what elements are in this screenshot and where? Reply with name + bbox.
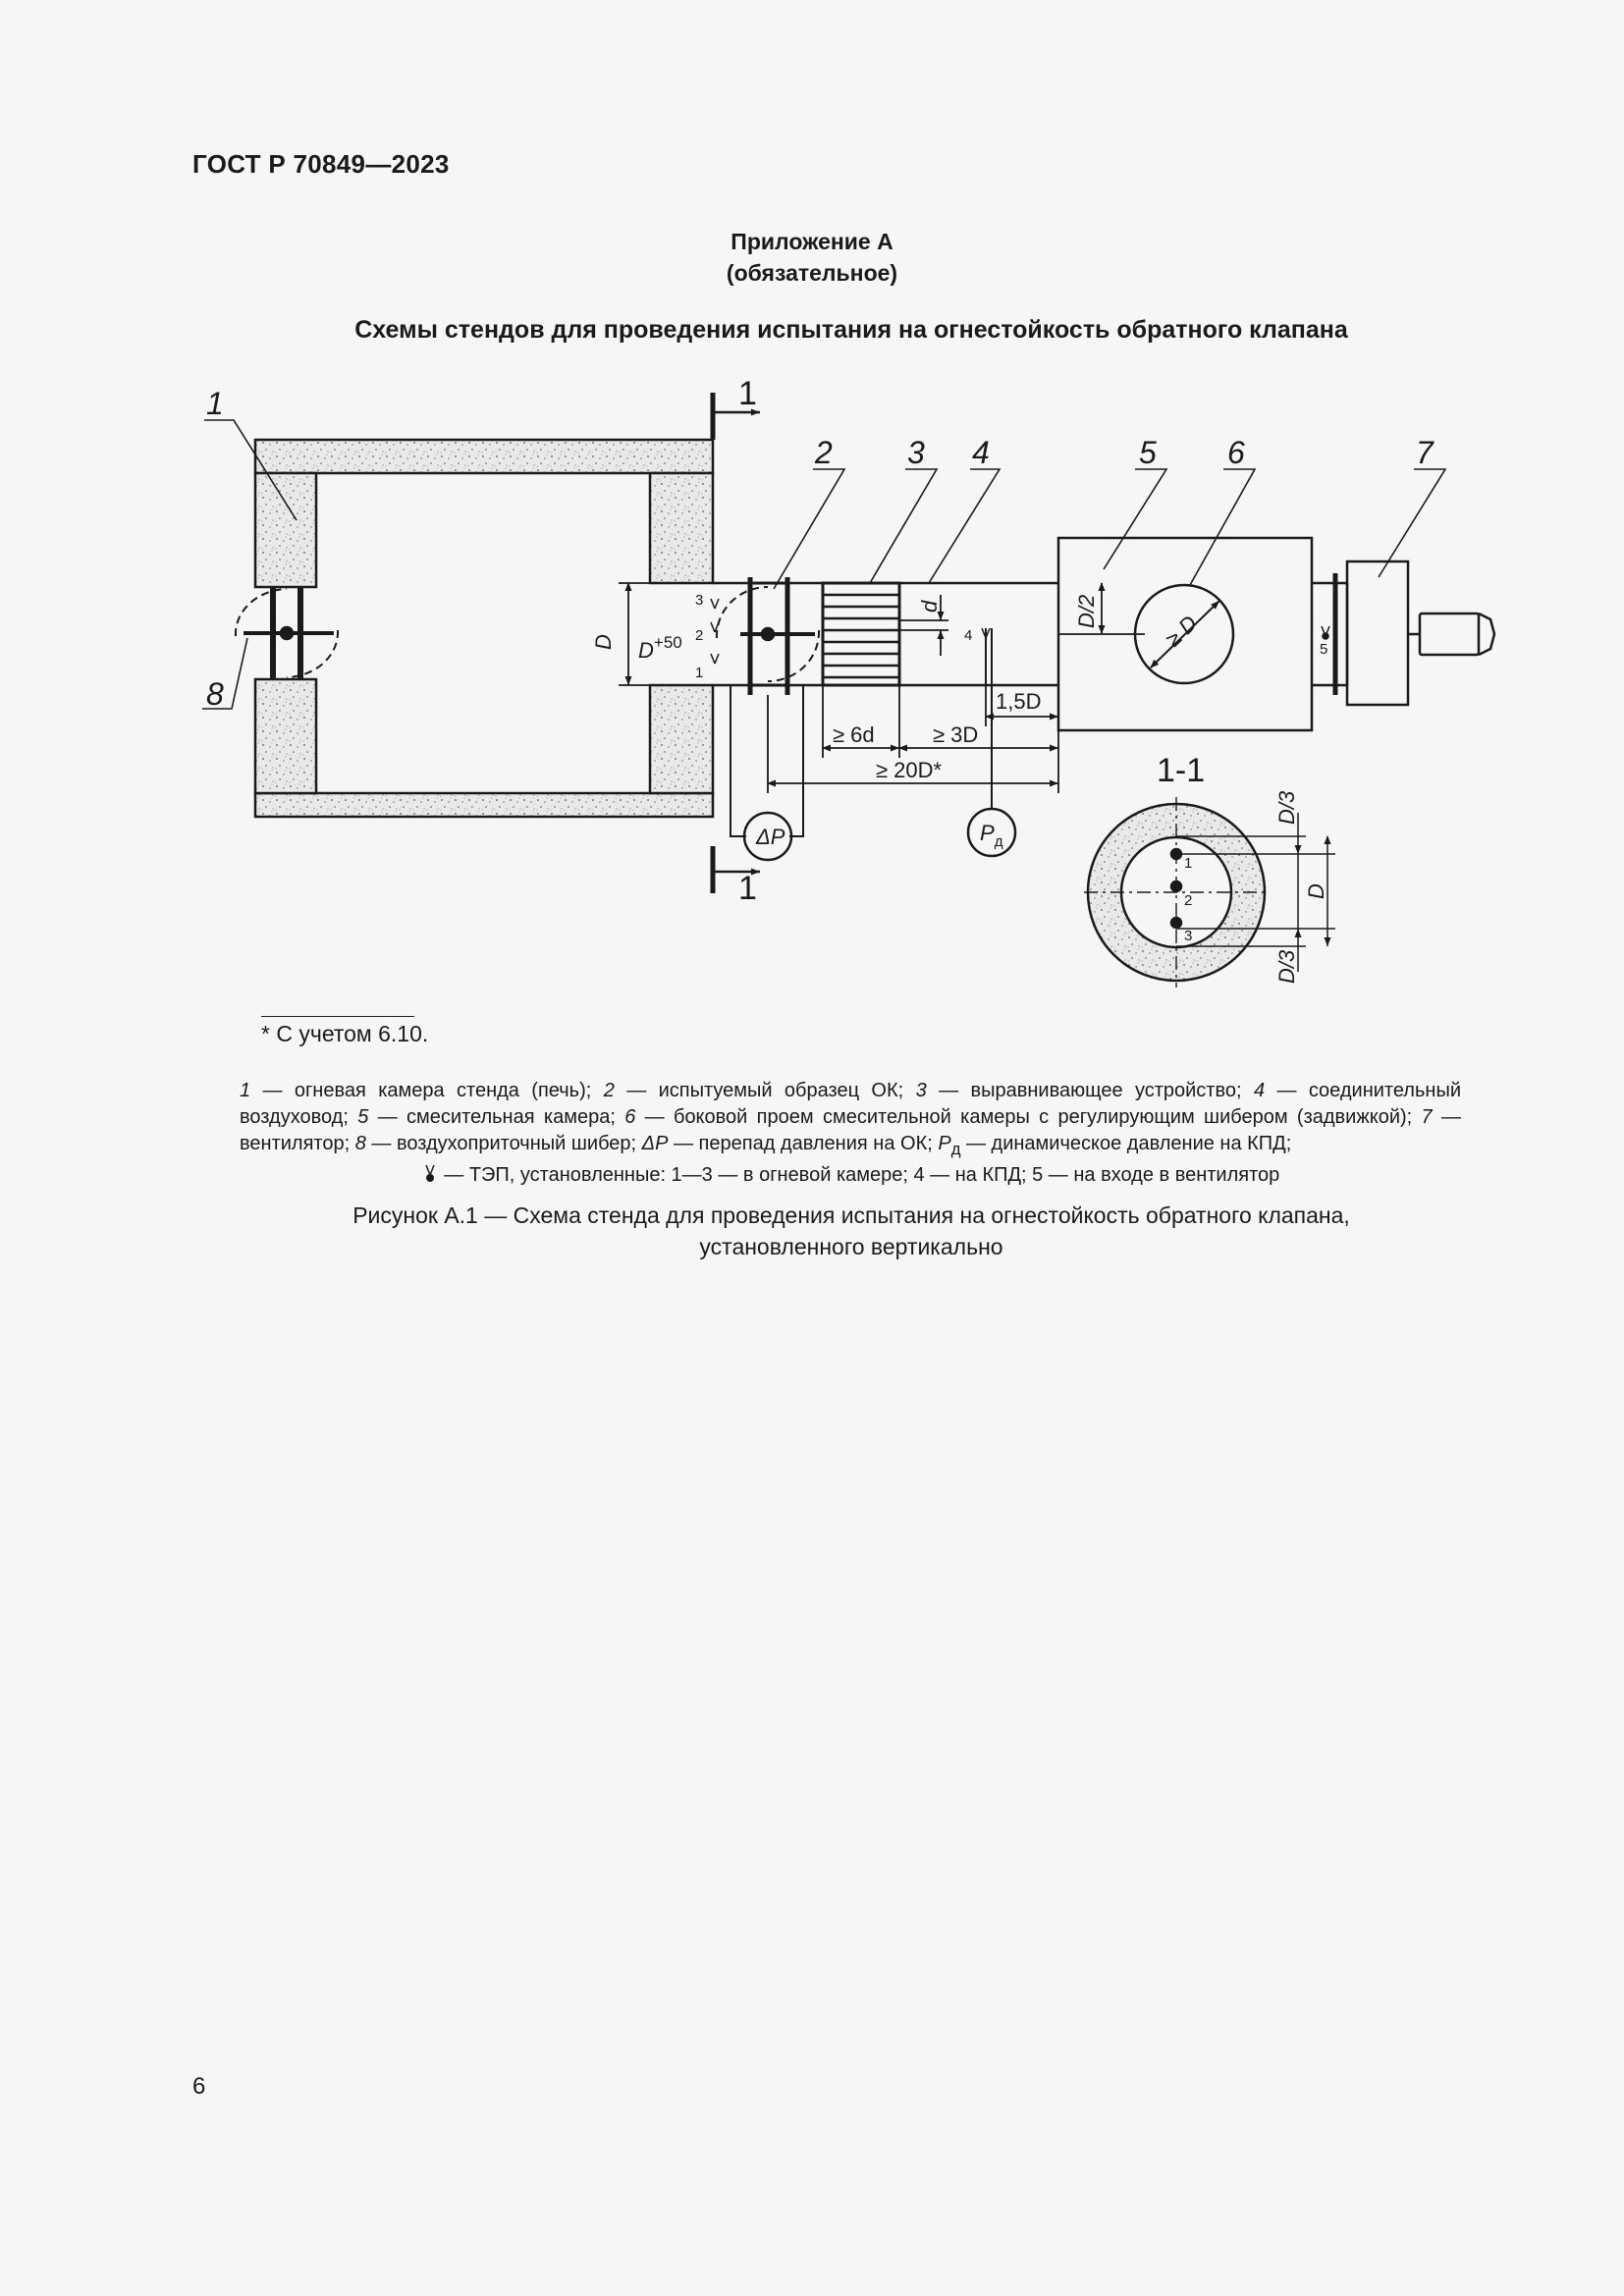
- tep-2-label: 2: [695, 627, 704, 644]
- legend-tep-line: [240, 1162, 1461, 1189]
- test-stand-diagram: [0, 0, 1624, 1021]
- callout-4: 4: [972, 435, 990, 470]
- legend-pd: P: [938, 1133, 951, 1154]
- legend-text-4: — соединительный воздуховод;: [240, 1080, 1461, 1128]
- page-number: 6: [192, 2073, 206, 2100]
- legend-num-6: 6: [624, 1106, 636, 1128]
- valve-sample: [717, 577, 819, 695]
- flow-straightener: [823, 583, 899, 685]
- dim-ge3d: ≥ 3D: [933, 722, 979, 747]
- legend-tep-text: — ТЭП, установленные: 1—3 — в огневой камере; 4 — на КПД; 5 — на входе в вентилятор: [438, 1164, 1280, 1186]
- dim-big-d: D: [1304, 883, 1328, 899]
- tep-symbol-icon: [421, 1163, 439, 1185]
- dim-d-tol: $D^{+50}$: [638, 633, 682, 663]
- dim-third-d-top: D/3: [1274, 790, 1299, 825]
- legend-text-7: — вентилятор;: [240, 1106, 1461, 1154]
- caption-line-2: установленного вертикально: [699, 1234, 1003, 1259]
- section-mark-bottom: 1: [738, 870, 757, 907]
- dp-gauge-label: ΔP: [756, 825, 785, 849]
- dim-third-d-bottom: D/3: [1274, 949, 1299, 984]
- legend-text-8: — воздухоприточный шибер;: [365, 1133, 642, 1154]
- callout-2: 2: [815, 435, 833, 470]
- dim-d-duct: D: [591, 634, 616, 650]
- dim-ge20d: ≥ 20D*: [876, 758, 943, 782]
- callout-6: 6: [1227, 435, 1245, 470]
- tep-markers: [711, 599, 1329, 664]
- callout-3: 3: [907, 435, 925, 470]
- pd-gauge-label: $P_д$: [980, 821, 1003, 850]
- section-tep-2: 2: [1184, 892, 1193, 909]
- document-header: ГОСТ Р 70849—2023: [192, 149, 450, 179]
- section-mark-top: 1: [738, 375, 757, 412]
- tep-5-label: 5: [1320, 641, 1328, 658]
- legend-text-3: — выравнивающее устройство;: [926, 1080, 1254, 1101]
- footnote-rule: [261, 1016, 414, 1017]
- fan: [1347, 561, 1408, 705]
- dim-ge6d: ≥ 6d: [833, 722, 875, 747]
- dim-1-5d: 1,5D: [996, 689, 1042, 714]
- section-view-title: 1-1: [1157, 752, 1206, 789]
- tep-1-label: 3: [695, 592, 704, 609]
- legend-text-6: — боковой проем смесительной камеры с регулирующим шибером (задвижкой);: [635, 1106, 1422, 1128]
- legend-pd-sub: д: [950, 1140, 961, 1158]
- legend-num-5: 5: [357, 1106, 369, 1128]
- legend-num-1: 1: [240, 1080, 251, 1101]
- section-title: Схемы стендов для проведения испытания на огнестойкость обратного клапана: [354, 316, 1348, 344]
- legend-num-4: 4: [1253, 1080, 1266, 1101]
- callout-1: 1: [206, 386, 224, 421]
- tep-3-label: 1: [695, 665, 704, 681]
- legend-dp: ΔP: [641, 1133, 669, 1154]
- section-tep-3: 3: [1184, 928, 1193, 944]
- dim-small-d: d: [917, 600, 942, 613]
- section-tep-1: 1: [1184, 855, 1193, 872]
- legend-text-2: — испытуемый образец ОК;: [614, 1080, 916, 1101]
- callout-7: 7: [1416, 435, 1434, 470]
- caption-line-1: Рисунок А.1 — Схема стенда для проведения испытания на огнестойкость обратного клапана,: [352, 1202, 1350, 1228]
- callout-5: 5: [1139, 435, 1157, 470]
- figure-legend: [240, 1078, 1461, 1189]
- furnace-walls: [255, 440, 713, 817]
- legend-dp-text: — перепад давления на ОК;: [668, 1133, 939, 1154]
- legend-num-3: 3: [915, 1080, 927, 1101]
- legend-pd-text: — динамическое давление на КПД;: [960, 1133, 1292, 1154]
- annex-label: Приложение А: [731, 229, 893, 254]
- tep-4-label: 4: [964, 627, 973, 644]
- legend-text-1: — огневая камера стенда (печь);: [250, 1080, 604, 1101]
- annex-status: (обязательное): [726, 260, 898, 286]
- figure-caption: [0, 1200, 1624, 1262]
- legend-text-5: — смесительная камера;: [368, 1106, 625, 1128]
- legend-num-7: 7: [1421, 1106, 1433, 1128]
- dim-half-d: D/2: [1074, 594, 1099, 628]
- callout-8: 8: [206, 676, 224, 712]
- footnote: * С учетом 6.10.: [261, 1021, 429, 1046]
- legend-num-2: 2: [603, 1080, 615, 1101]
- fan-assembly: [1312, 561, 1494, 705]
- air-inlet-damper: [236, 587, 338, 679]
- dim-ge-d: ≥ D: [1161, 610, 1202, 652]
- legend-num-8: 8: [354, 1133, 366, 1154]
